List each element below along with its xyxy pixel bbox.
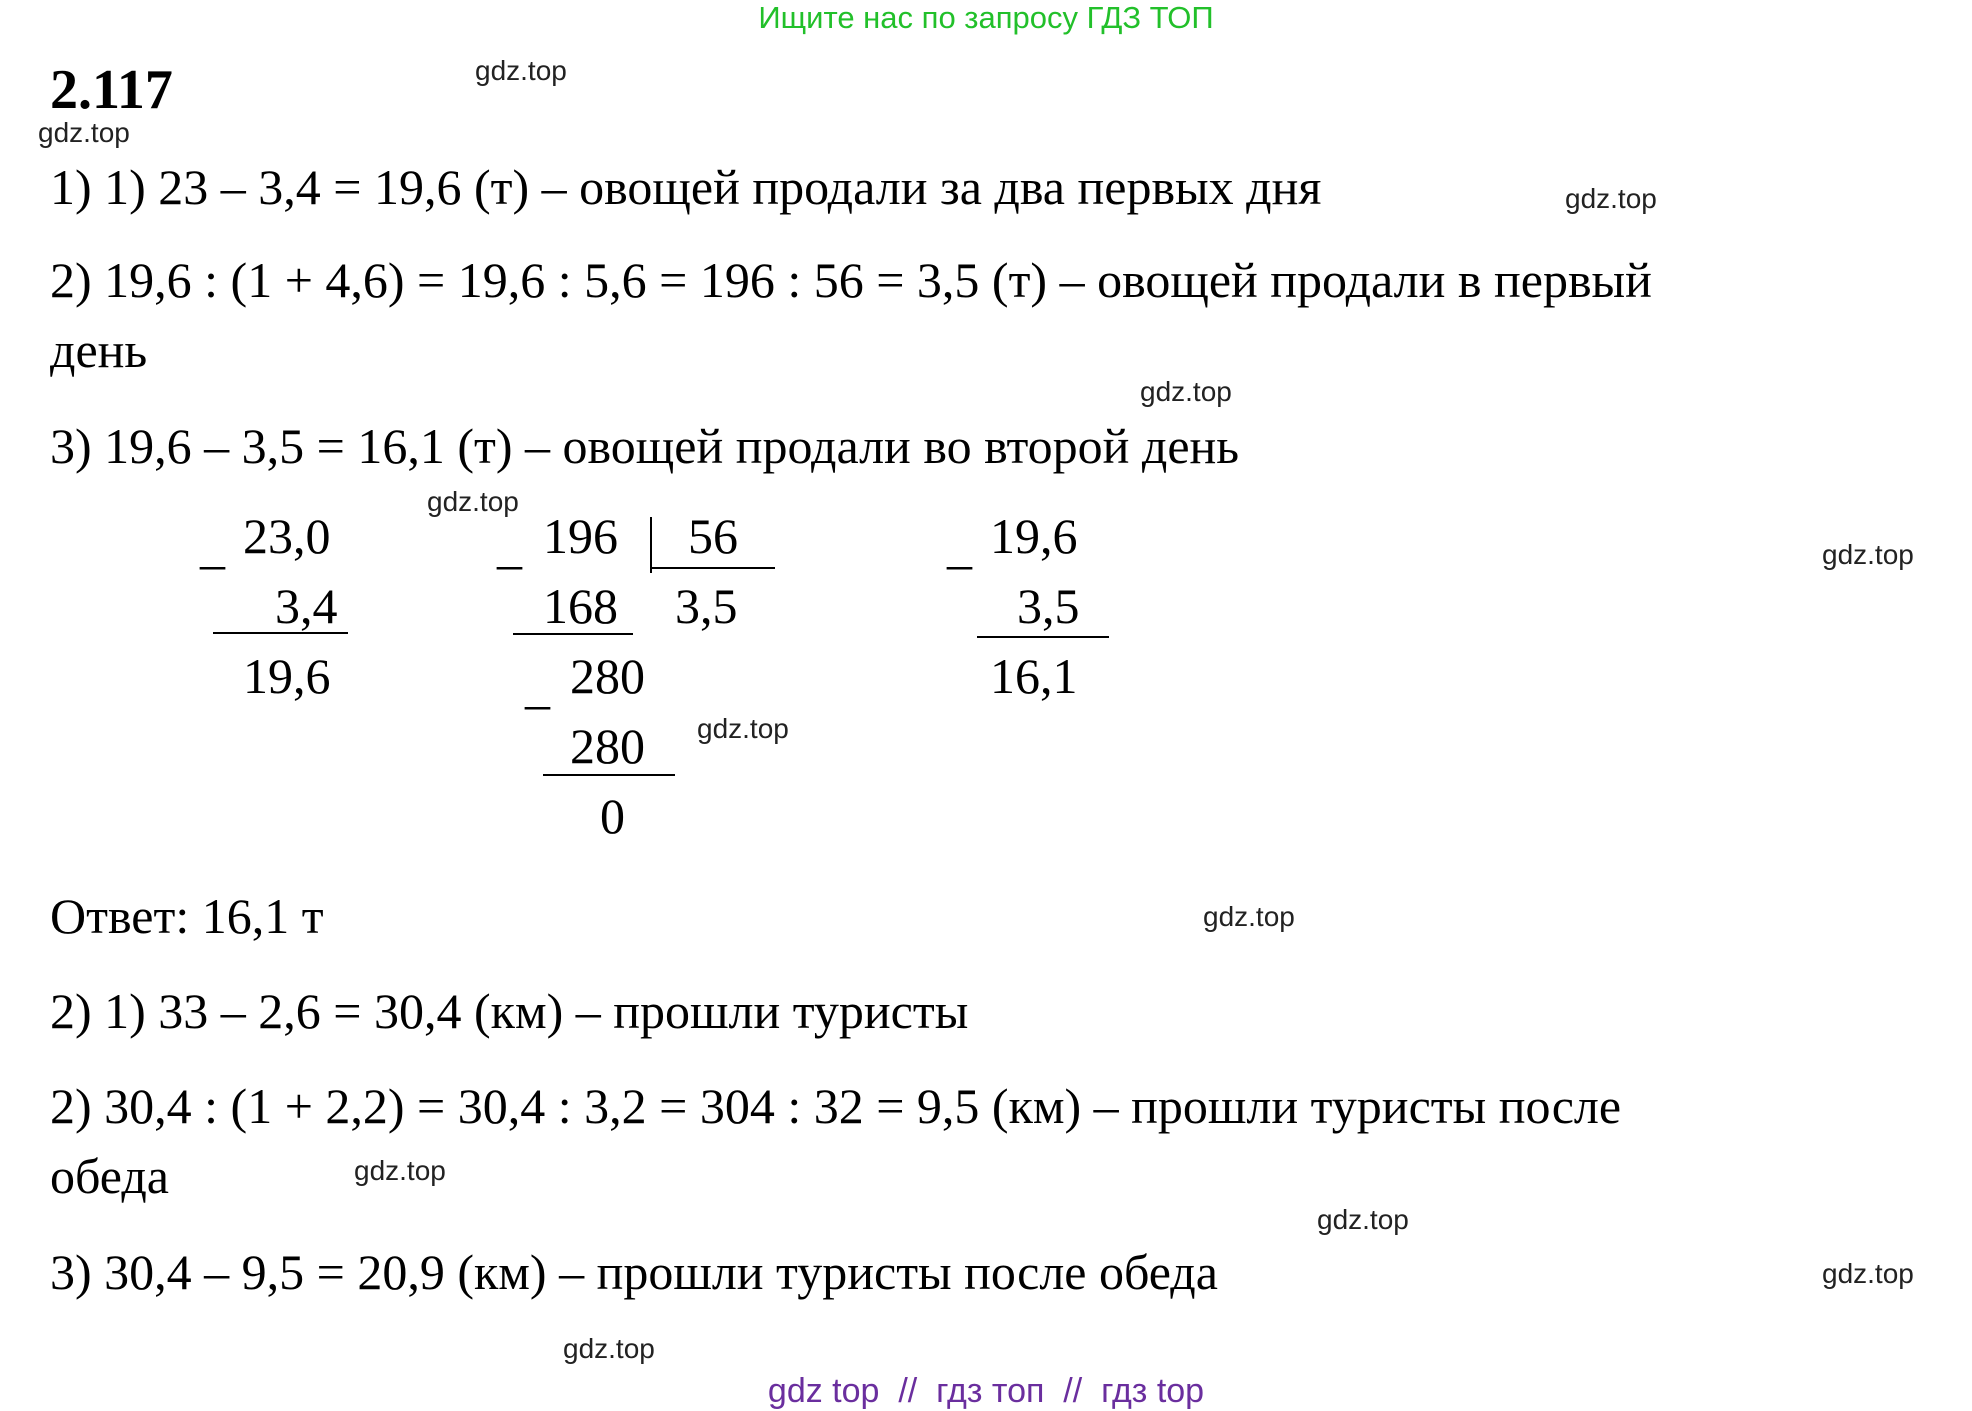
watermark: gdz.top (563, 1333, 655, 1364)
subtrahend: 3,5 (1017, 578, 1080, 634)
divisor-line (650, 567, 775, 569)
subtrahend: 3,4 (275, 578, 338, 634)
difference: 16,1 (990, 648, 1078, 704)
final-remainder: 0 (600, 788, 625, 844)
watermark: gdz.top (1565, 183, 1657, 214)
search-banner: Ищите нас по запросу ГДЗ ТОП (758, 0, 1214, 35)
watermark: gdz.top (1317, 1204, 1409, 1235)
minuend: 23,0 (243, 508, 331, 564)
partial-product: 280 (570, 718, 645, 774)
dividend: 196 (543, 508, 618, 564)
minus-sign: _ (525, 658, 550, 714)
subtraction-line (513, 633, 633, 635)
solution1-step2-cont: день (50, 322, 148, 378)
answer: Ответ: 16,1 т (50, 888, 324, 944)
solution2-step2: 2) 30,4 : (1 + 2,2) = 30,4 : 3,2 = 304 : 32 = 9,5 (км) – прошли туристы после (50, 1078, 1622, 1134)
solution2-step2-cont: обеда (50, 1148, 169, 1204)
subtraction-line (543, 774, 675, 776)
watermark: gdz.top (1822, 539, 1914, 570)
quotient: 3,5 (675, 578, 738, 634)
minus-sign: _ (200, 518, 225, 574)
solution1-step1: 1) 1) 23 – 3,4 = 19,6 (т) – овощей продали за два первых дня (50, 159, 1322, 215)
result-line (977, 636, 1109, 638)
minus-sign: _ (497, 518, 522, 574)
watermark: gdz.top (1140, 376, 1232, 407)
solution1-step2: 2) 19,6 : (1 + 4,6) = 19,6 : 5,6 = 196 : 56 = 3,5 (т) – овощей продали в первый (50, 252, 1652, 308)
watermark: gdz.top (427, 486, 519, 517)
watermark: gdz.top (475, 55, 567, 86)
watermark: gdz.top (38, 117, 130, 148)
result-line (213, 632, 348, 634)
watermark: gdz.top (697, 713, 789, 744)
partial-product: 168 (543, 578, 618, 634)
exercise-number: 2.117 (50, 59, 173, 121)
watermark: gdz.top (1822, 1258, 1914, 1289)
minus-sign: _ (947, 518, 972, 574)
solution1-step3: 3) 19,6 – 3,5 = 16,1 (т) – овощей продали во второй день (50, 418, 1240, 474)
difference: 19,6 (243, 648, 331, 704)
watermark: gdz.top (1203, 901, 1295, 932)
watermark: gdz.top (354, 1155, 446, 1186)
solution2-step3: 3) 30,4 – 9,5 = 20,9 (км) – прошли туристы после обеда (50, 1244, 1218, 1300)
division-bar (650, 517, 652, 573)
remainder: 280 (570, 648, 645, 704)
footer-links[interactable]: gdz top // гдз топ // гдз top (767, 1372, 1205, 1410)
minuend: 19,6 (990, 508, 1078, 564)
solution2-step1: 2) 1) 33 – 2,6 = 30,4 (км) – прошли туристы (50, 983, 969, 1039)
divisor: 56 (688, 508, 738, 564)
